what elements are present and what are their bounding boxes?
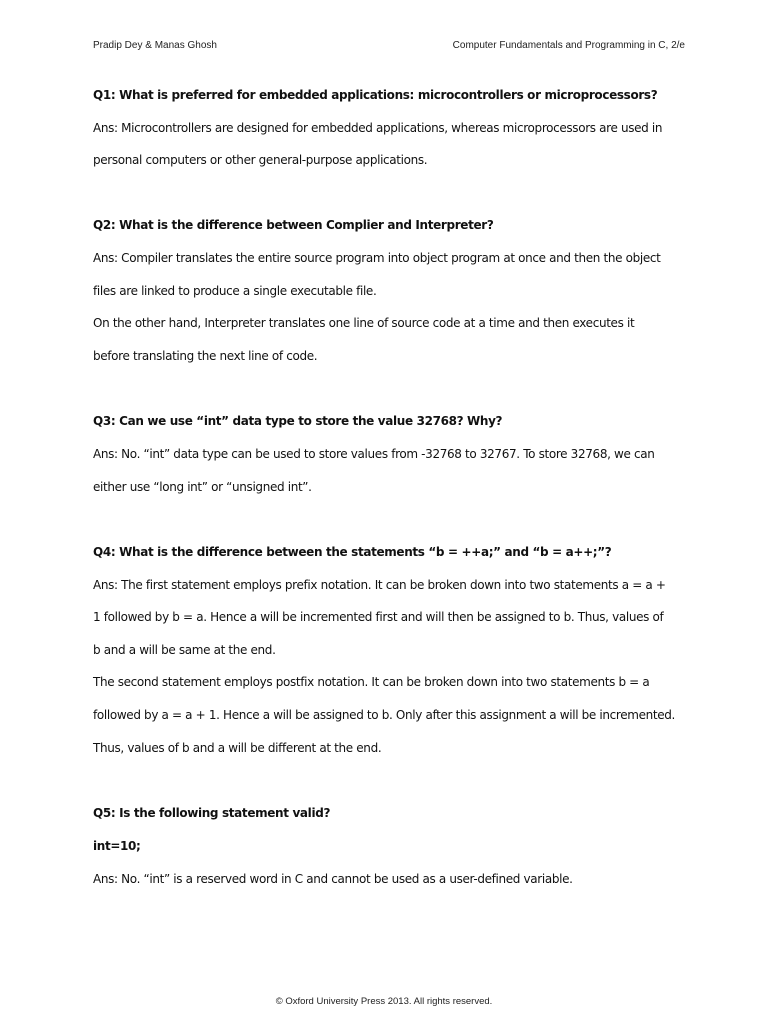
answer-2-line-3: On the other hand, Interpreter translates one line of source code at a time and then executes it — [93, 316, 635, 330]
answer-4-line-4: The second statement employs postfix notation. It can be broken down into two statements b = a — [93, 675, 650, 689]
answer-4-line-3: b and a will be same at the end. — [93, 643, 276, 657]
answer-4-line-6: Thus, values of b and a will be different at the end. — [93, 741, 382, 755]
answer-2-line-4: before translating the next line of code. — [93, 349, 318, 363]
answer-2-line-2: files are linked to produce a single executable file. — [93, 284, 377, 298]
answer-4-line-2: 1 followed by b = a. Hence a will be incremented first and will then be assigned to b. Thus, values of — [93, 610, 664, 624]
answer-3-line-2: either use “long int” or “unsigned int”. — [93, 480, 312, 494]
question-2: Q2: What is the difference between Complier and Interpreter? — [93, 218, 494, 232]
page-header — [93, 40, 685, 56]
header-book-title: Computer Fundamentals and Programming in C, 2/e — [452, 40, 685, 51]
answer-4-line-1: Ans: The first statement employs prefix notation. It can be broken down into two statements a = a + — [93, 578, 666, 592]
answer-4-line-5: followed by a = a + 1. Hence a will be assigned to b. Only after this assignment a will be incremented. — [93, 708, 676, 722]
answer-1-line-2: personal computers or other general-purpose applications. — [93, 153, 428, 167]
question-1: Q1: What is preferred for embedded applications: microcontrollers or microprocessors? — [93, 88, 658, 102]
answer-5-line-1: Ans: No. “int” is a reserved word in C and cannot be used as a user-defined variable. — [93, 872, 573, 886]
question-5: Q5: Is the following statement valid? — [93, 806, 331, 820]
answer-2-line-1: Ans: Compiler translates the entire source program into object program at once and then the object — [93, 251, 661, 265]
header-authors: Pradip Dey & Manas Ghosh — [93, 40, 217, 51]
page-footer: © Oxford University Press 2013. All rights reserved. — [275, 996, 493, 1007]
question-3: Q3: Can we use “int” data type to store the value 32768? Why? — [93, 414, 503, 428]
answer-1-line-1: Ans: Microcontrollers are designed for embedded applications, whereas microprocessors are used in — [93, 121, 663, 135]
question-4: Q4: What is the difference between the statements “b = ++a;” and “b = a++;”? — [93, 545, 612, 559]
answer-3-line-1: Ans: No. “int” data type can be used to store values from -32768 to 32767. To store 32768, we can — [93, 447, 655, 461]
question-5-code: int=10; — [93, 839, 141, 853]
